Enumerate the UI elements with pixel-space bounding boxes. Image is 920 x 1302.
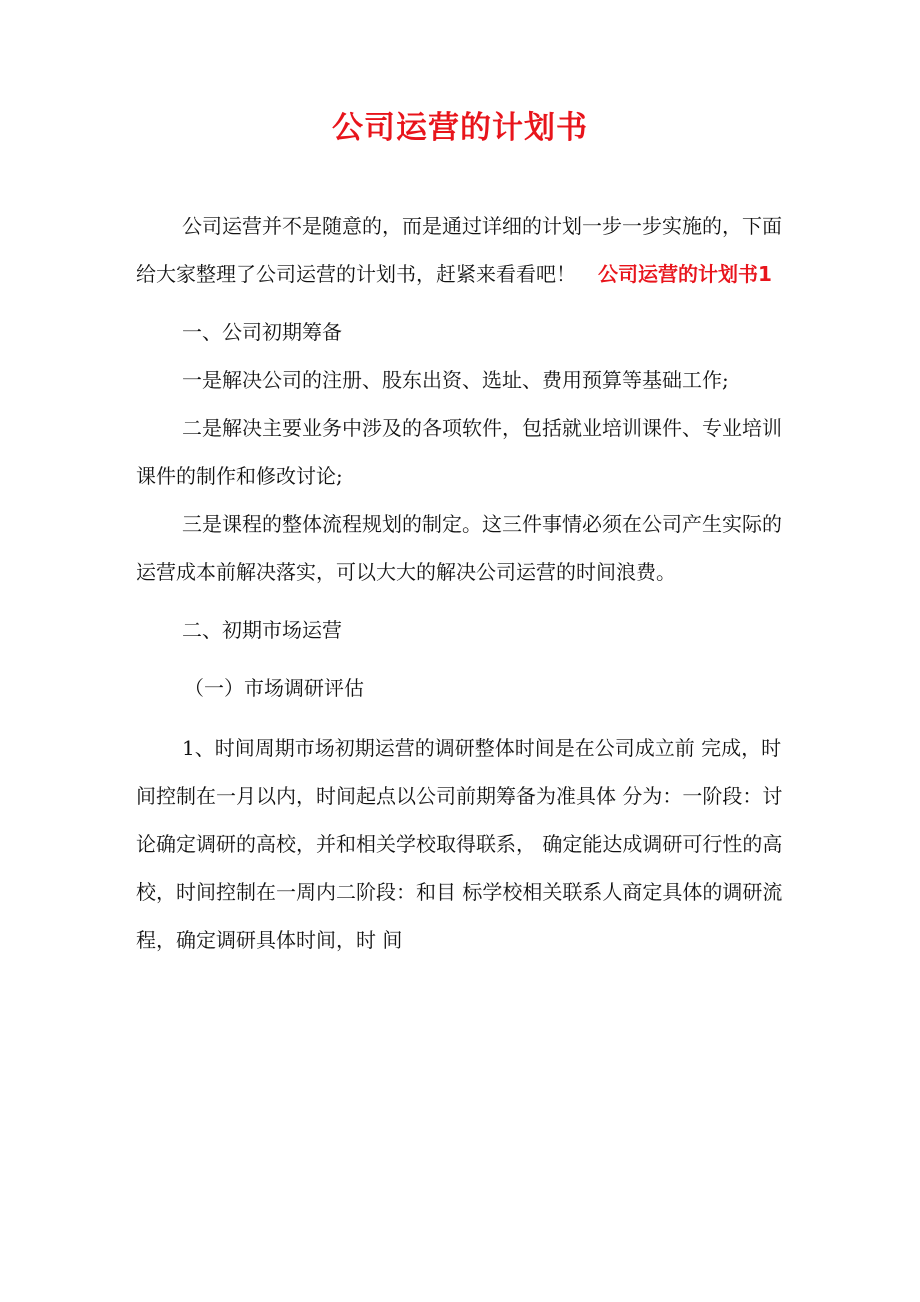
section1-paragraph-1: 一是解决公司的注册、股东出资、选址、费用预算等基础工作;	[182, 368, 729, 392]
section2-subheading: （一）市场调研评估	[184, 676, 364, 700]
intro-text: 公司运营并不是随意的，而是通过详细的计划一步一步实施的，下面给大家整理了公司运营的计划书，赶紧来看看吧！	[136, 214, 782, 286]
section2-heading: 二、初期市场运营	[182, 618, 342, 642]
document-title: 公司运营的计划书	[332, 110, 588, 146]
document-body	[136, 202, 796, 964]
section2-paragraph-1: 1、时间周期市场初期运营的调研整体时间是在公司成立前 完成，时间控制在一月以内，时间起点以公司前期筹备为准具体 分为：一阶段：讨论确定调研的高校，并和相关学校取得联系， 确定能达成调研可行性的高校，时间控制在一周内二阶段：和目 标学校相关联系人商定具体的调研流程，确定调研具体时间，时 间	[136, 736, 783, 952]
section-red-heading: 公司运营的计划书1	[598, 262, 772, 286]
section1-paragraph-2: 二是解决主要业务中涉及的各项软件，包括就业培训课件、专业培训课件的制作和修改讨论;	[136, 416, 782, 488]
section1-paragraph-3: 三是课程的整体流程规划的制定。这三件事情必须在公司产生实际的运营成本前解决落实，可以大大的解决公司运营的时间浪费。	[136, 512, 782, 584]
section1-heading: 一、公司初期筹备	[182, 320, 342, 344]
intro-paragraph	[136, 202, 796, 298]
